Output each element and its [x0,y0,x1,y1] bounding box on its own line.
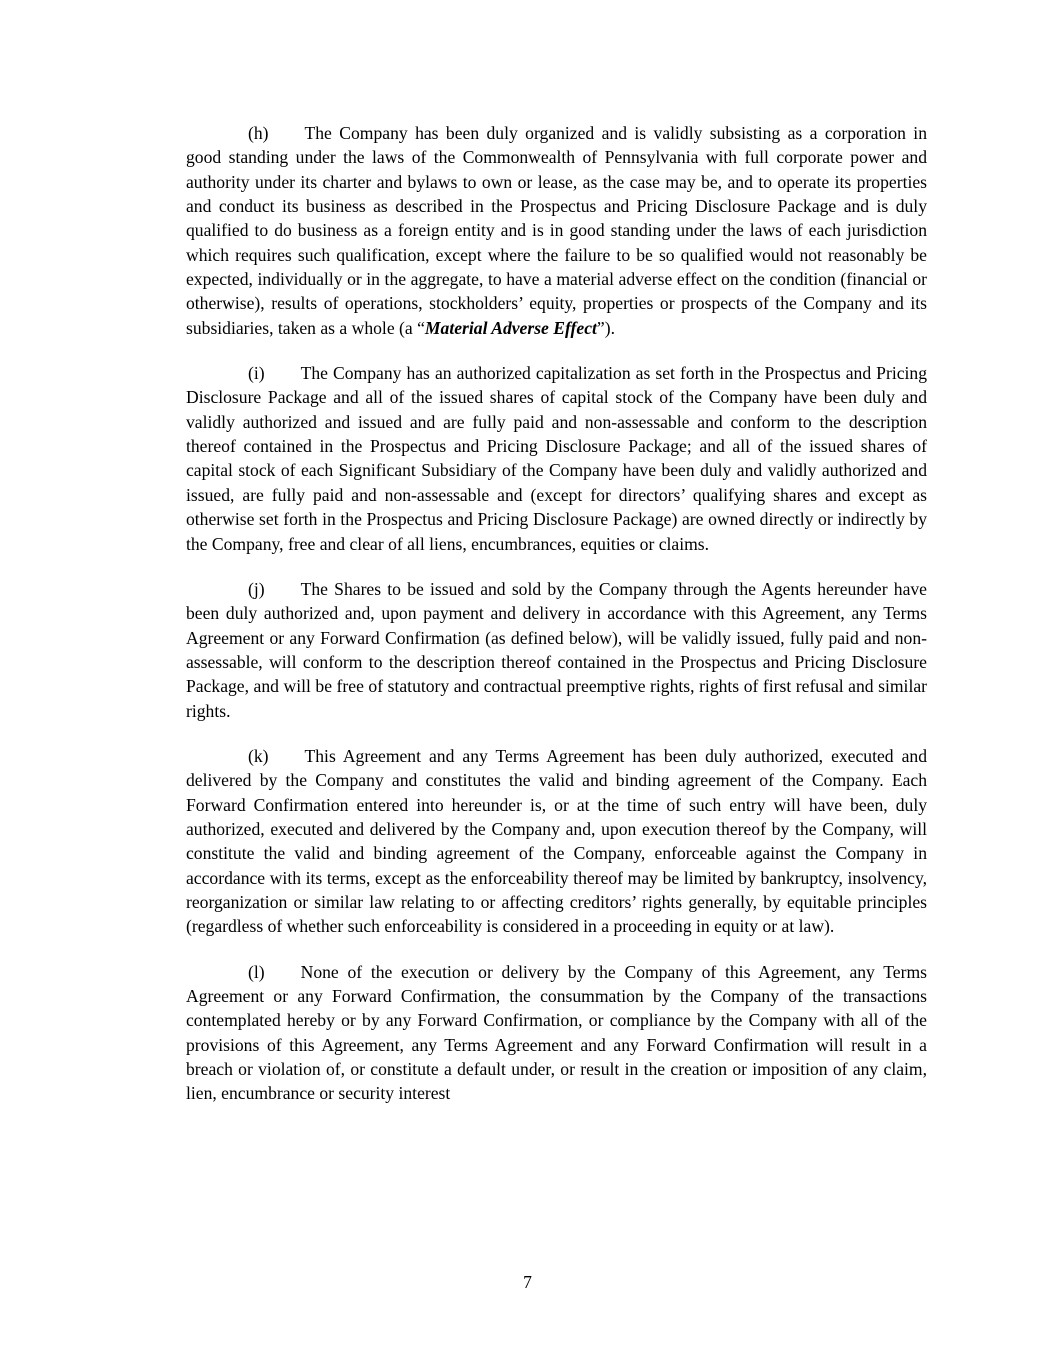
paragraph-label: (i) [248,363,265,384]
paragraph-text: The Company has an authorized capitalization as set forth in the Prospectus and Pricing Disclosure Package and all of the issued shares of capital stock of the Company have been duly and validly authorized and issued and are fully paid and non-assessable and conform to the description thereof contained in the Prospectus and Pricing Disclosure Package; and all of the issued shares of capital stock of each Significant Subsidiary of the Company have been duly and validly authorized and issued, are fully paid and non-assessable and (except for directors’ qualifying shares and except as otherwise set forth in the Prospectus and Pricing Disclosure Package) are owned directly or indirectly by the Company, free and clear of all liens, encumbrances, equities or claims. [186,363,927,554]
page-number: 7 [523,1272,532,1292]
paragraph-text: None of the execution or delivery by the Company of this Agreement, any Terms Agreement or any Forward Confirmation, the consummation by the Company of the transactions contemplated hereby or by any Forward Confirmation, or compliance by the Company with all of the provisions of this Agreement, any Terms Agreement and any Forward Confirmation will result in a breach or violation of, or constitute a default under, or result in the creation or imposition of any claim, lien, encumbrance or security interest [186,961,927,1104]
paragraph-label: (k) [248,745,269,766]
paragraph-i [186,361,927,556]
defined-term-material-adverse-effect: Material Adverse Effect [424,317,597,338]
paragraph-text: This Agreement and any Terms Agreement has been duly authorized, executed and delivered by the Company and constitutes the valid and binding agreement of the Company. Each Forward Confirmation entered into hereunder is, or at the time of such entry will have been, duly authorized, executed and delivered by the Company and, upon execution thereof by the Company, will constitute the valid and binding agreement of the Company, enforceable against the Company in accordance with its terms, except as the enforceability thereof may be limited by bankruptcy, insolvency, reorganization or similar law relating to or affecting creditors’ rights generally, by equitable principles (regardless of whether such enforceability is considered in a proceeding in equity or at law). [186,745,927,937]
paragraph-h [186,121,927,340]
document-body [186,121,927,1127]
paragraph-label: (h) [248,123,269,143]
paragraph-text: The Shares to be issued and sold by the Company through the Agents hereunder have been duly authorized and, upon payment and delivery in accordance with this Agreement, any Terms Agreement or any Forward Confirmation (as defined below), will be validly issued, fully paid and non-assessable, will conform to the description thereof contained in the Prospectus and Pricing Disclosure Package, and will be free of statutory and contractual preemptive rights, rights of first refusal and similar rights. [186,578,927,721]
paragraph-l [186,960,927,1106]
paragraph-text: The Company has been duly organized and is validly subsisting as a corporation in good standing under the laws of the Commonwealth of Pennsylvania with full corporate power and authority under its charter and bylaws to own or lease, as the case may be, and to operate its properties and conduct its business as described in the Prospectus and Pricing Disclosure Package and is duly qualified to do business as a foreign entity and is in good standing under the laws of each jurisdiction which requires such qualification, except where the failure to be so qualified would not reasonably be expected, individually or in the aggregate, to have a material adverse effect on the condition (financial or otherwise), results of operations, stockholders’ equity, properties or prospects of the Company and its subsidiaries, taken as a whole (a “ [186,123,927,338]
paragraph-label: (j) [248,578,265,599]
paragraph-k [186,744,927,939]
paragraph-text: ”). [596,317,615,338]
paragraph-label: (l) [248,961,265,982]
paragraph-j [186,577,927,723]
